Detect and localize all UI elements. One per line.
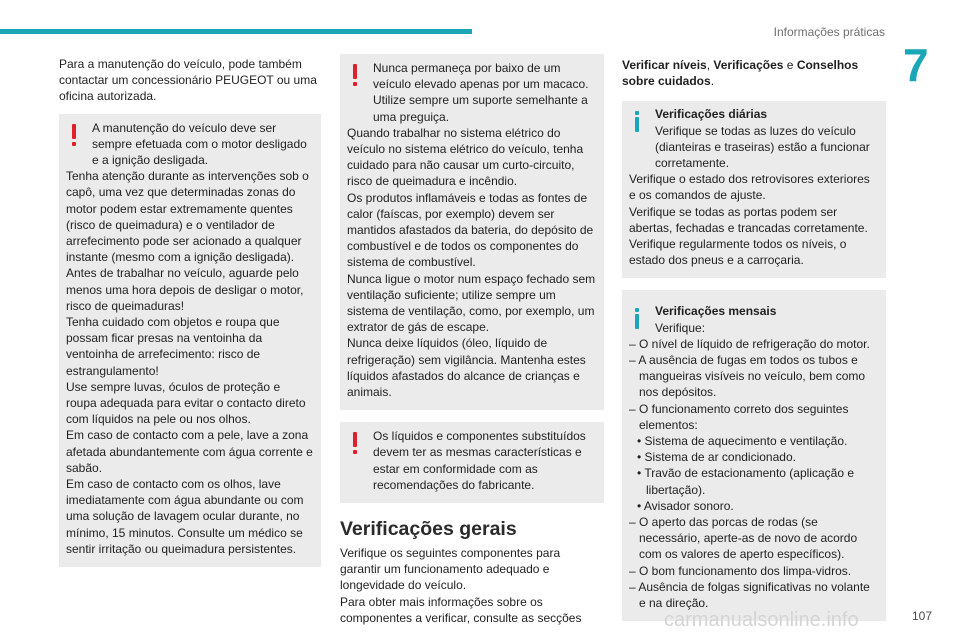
warning-exclamation-icon: [72, 124, 76, 139]
warning-text: Tenha atenção durante as intervenções sob o capô, uma vez que determinadas zonas do motor podem estar extremamente quentes (risco de queimadura) e o ventilador de arrefecimento pode ser acionado a qualquer instante (mesmo com a ignição desligada).: [66, 169, 309, 265]
header-accent-bar: [0, 29, 472, 34]
warning-text: Tenha cuidado com objetos e roupa que possam ficar presas na ventoinha da ventoinha de arrefecimento: risco de estrangulamento!: [66, 315, 280, 378]
section-title: Verificações gerais: [340, 518, 517, 541]
list-item: – O funcionamento correto dos seguintes elementos:: [629, 401, 849, 432]
warning-text: Nunca ligue o motor num espaço fechado sem ventilação suficiente; utilize sempre um sistema de ventilação, como, por exemplo, um extrator de gás de escape.: [347, 271, 596, 335]
warning-text: A manutenção do veículo deve ser sempre efetuada com o motor desligado e a ignição desligada.: [92, 120, 307, 168]
sub-list-item: • Avisador sonoro.: [637, 498, 734, 513]
list-item: – A ausência de fugas em todos os tubos e mangueiras visíveis no veículo, bem como nos depósitos.: [629, 353, 866, 400]
warning-text: Os líquidos e componentes substituídos devem ter as mesmas características e estar em conformidade com as recomendações do fabricante.: [373, 429, 586, 492]
column-right: [622, 57, 886, 621]
warning-text: Antes de trabalhar no veículo, aguarde pelo menos uma hora depois de desligar o motor, risco de queimaduras!: [66, 266, 304, 313]
warning-box-parts: [340, 422, 604, 503]
info-icon: [635, 314, 639, 329]
separator: ,: [706, 58, 714, 72]
warning-box-maintenance: [59, 114, 321, 567]
page-number: 107: [912, 609, 933, 623]
section-paragraph: Para obter mais informações sobre os componentes a verificar, consulte as secções: [340, 594, 582, 625]
separator: e: [783, 58, 797, 72]
info-text: Verifique se todas as luzes do veículo (dianteiras e traseiras) estão a funcionar corretamente.: [655, 123, 870, 171]
warning-text: Em caso de contacto com a pele, lave a zona afetada abundantemente com água corrente e sabão.: [66, 428, 313, 475]
info-text: Verifique regularmente todos os níveis, o estado dos pneus e a carroçaria.: [629, 237, 847, 268]
warning-text: Em caso de contacto com os olhos, lave imediatamente com água abundante ou com uma solução de lavagem ocular durante, no mínimo, 15 minutos. Consulte um médico se sentir irritação ou queimadura persistentes.: [66, 477, 304, 556]
reference-link: Conselhos sobre cuidados: [622, 58, 859, 89]
warning-text: Os produtos inflamáveis e todas as fontes de calor (faíscas, por exemplo) devem ser mantidos afastados da bateria, do depósito de combustível e de todos os componentes do sistema de combustível.: [347, 190, 594, 270]
warning-exclamation-icon: [353, 432, 357, 447]
column-middle: [340, 54, 604, 626]
reference-link: Verificações: [713, 58, 784, 72]
column-left: [59, 56, 321, 567]
separator: .: [710, 74, 715, 89]
intro-paragraph: Para a manutenção do veículo, pode também contactar um concessionário PEUGEOT ou uma oficina autorizada.: [59, 57, 317, 104]
info-box-monthly-checks: [622, 290, 886, 621]
sub-list-item: • Travão de estacionamento (aplicação e libertação).: [637, 466, 854, 497]
info-text: Verifique:: [655, 320, 706, 335]
info-box-title: Verificações diárias: [655, 107, 768, 122]
info-text: Verifique o estado dos retrovisores exteriores e os comandos de ajuste.: [629, 172, 870, 203]
warning-box-safety: [340, 54, 604, 410]
chapter-number: 7: [903, 39, 929, 91]
warning-text: Nunca deixe líquidos (óleo, líquido de refrigeração) sem vigilância. Mantenha estes líquidos afastados do alcance de crianças e animais.: [347, 336, 586, 400]
info-text: Verifique se todas as portas podem ser abertas, fechadas e trancadas corretamente.: [629, 204, 868, 235]
warning-text: Nunca permaneça por baixo de um veículo elevado apenas por um macaco. Utilize sempre um suporte semelhante a uma preguiça.: [373, 61, 589, 124]
warning-text: Quando trabalhar no sistema elétrico do veículo no sistema elétrico do veículo, tenha cuidado para não causar um curto-circuito, risco de queimadura e incêndio.: [347, 125, 584, 189]
warning-exclamation-icon: [353, 64, 357, 79]
list-item: – O bom funcionamento dos limpa-vidros.: [629, 563, 852, 578]
page-header-title: Informações práticas: [773, 25, 885, 39]
info-box-daily-checks: [622, 101, 886, 278]
section-paragraph: Verifique os seguintes componentes para garantir um funcionamento adequado e longevidade do veículo.: [340, 546, 561, 593]
list-item: – Ausência de folgas significativas no volante e na direção.: [629, 579, 870, 611]
reference-link: Verificar níveis: [622, 58, 707, 72]
info-icon: [635, 117, 639, 132]
list-item: – O nível de líquido de refrigeração do motor.: [629, 336, 870, 351]
warning-text: Use sempre luvas, óculos de proteção e roupa adequada para evitar o contacto direto com líquidos na pele ou nos olhos.: [66, 379, 306, 427]
sub-list-item: • Sistema de ar condicionado.: [637, 450, 796, 465]
section-general-checks: [340, 517, 604, 626]
watermark: carmanualsonline.info: [664, 609, 859, 631]
list-item: – O aperto das porcas de rodas (se necessário, aperte-as de novo de acordo com os valores de aperto específicos).: [629, 515, 858, 562]
references-line: [622, 57, 886, 89]
sub-list-item: • Sistema de aquecimento e ventilação.: [637, 434, 848, 449]
info-box-title: Verificações mensais: [655, 304, 777, 319]
